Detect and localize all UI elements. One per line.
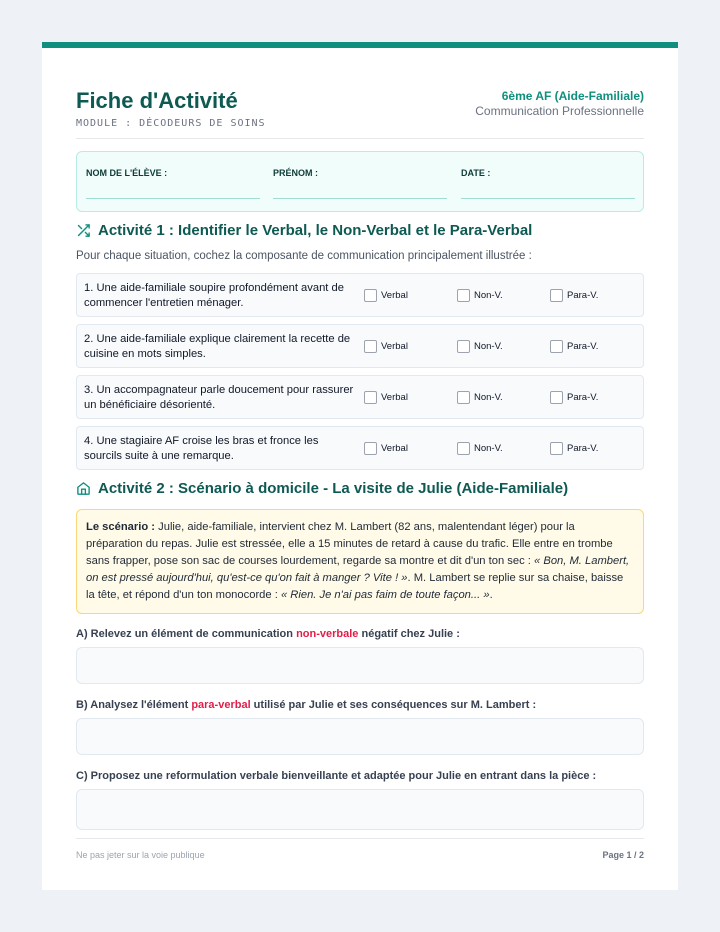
name-label: NOM DE L'ÉLÈVE :: [86, 168, 168, 178]
question-c-label: C) Proposez une reformulation verbale bienveillante et adaptée pour Julie en entrant dans la pièce :: [76, 770, 597, 782]
option-label: Para-V.: [567, 392, 599, 403]
scenario-text: .: [489, 589, 493, 601]
question-row: [76, 273, 644, 317]
question-text: 3. Un accompagnateur parle doucement pour rassurer un bénéficiaire désorienté.: [84, 384, 354, 411]
firstname-field[interactable]: [273, 168, 447, 199]
option-paraverbal[interactable]: [550, 289, 598, 302]
scenario-quote: « Rien. Je n'ai pas faim de toute façon... »: [280, 589, 490, 601]
date-line[interactable]: [461, 198, 635, 199]
option-paraverbal[interactable]: [550, 442, 598, 455]
question-row: [76, 324, 644, 368]
date-label: DATE :: [461, 168, 491, 178]
checkbox[interactable]: [457, 289, 470, 302]
footer: [76, 838, 644, 868]
option-label: Non-V.: [474, 392, 503, 403]
question-text: 4. Une stagiaire AF croise les bras et fronce les sourcils suite à une remarque.: [84, 435, 319, 462]
question-a-label: [76, 628, 460, 640]
option-label: Para-V.: [567, 443, 599, 454]
option-label: Verbal: [381, 341, 408, 352]
checkbox[interactable]: [550, 442, 563, 455]
option-label: Verbal: [381, 392, 408, 403]
scenario-quote: « Bon, M. Lambert, on est pressé aujourd'hui, qu'est-ce qu'on fait à manger ? Vite ! »: [86, 555, 630, 584]
question-text: B) Analysez l'élément: [76, 699, 192, 711]
option-label: Para-V.: [567, 290, 599, 301]
home-icon: [76, 481, 91, 496]
option-verbal[interactable]: [364, 340, 408, 353]
name-field[interactable]: [86, 168, 260, 199]
option-label: Verbal: [381, 443, 408, 454]
checkbox[interactable]: [550, 340, 563, 353]
option-nonverbal[interactable]: [457, 442, 503, 455]
question-row: [76, 375, 644, 419]
question-text: utilisé par Julie et ses conséquences sur M. Lambert :: [250, 699, 537, 711]
answer-field-b[interactable]: [76, 718, 644, 755]
option-label: Verbal: [381, 290, 408, 301]
activity1-title: [76, 222, 532, 239]
checkbox[interactable]: [364, 442, 377, 455]
header: [76, 84, 644, 139]
option-verbal[interactable]: [364, 442, 408, 455]
module-subtitle: MODULE : DÉCODEURS DE SOINS: [76, 118, 266, 129]
activity2-title-text: Activité 2 : Scénario à domicile - La visite de Julie (Aide-Familiale): [98, 480, 569, 497]
option-nonverbal[interactable]: [457, 289, 503, 302]
course-label: Communication Professionnelle: [475, 104, 644, 118]
scenario-box: [76, 509, 644, 614]
highlight-term: para-verbal: [191, 699, 251, 711]
firstname-line[interactable]: [273, 198, 447, 199]
page-title: Fiche d'Activité: [76, 88, 238, 113]
firstname-label: PRÉNOM :: [273, 168, 318, 178]
question-text: 2. Une aide-familiale explique clairement la recette de cuisine en mots simples.: [84, 333, 351, 360]
scenario-text: . M. Lambert se replie sur sa chaise, baisse la tête, et répond d'un ton monocorde :: [86, 572, 624, 601]
question-row: [76, 426, 644, 470]
checkbox[interactable]: [457, 340, 470, 353]
option-verbal[interactable]: [364, 391, 408, 404]
option-nonverbal[interactable]: [457, 391, 503, 404]
scenario-label: Le scénario :: [86, 521, 156, 533]
checkbox[interactable]: [364, 391, 377, 404]
option-label: Non-V.: [474, 341, 503, 352]
option-label: Para-V.: [567, 341, 599, 352]
activity1-instruction: Pour chaque situation, cochez la composante de communication principalement illustrée :: [76, 250, 532, 262]
footer-note: Ne pas jeter sur la voie publique: [76, 850, 205, 860]
checkbox[interactable]: [364, 340, 377, 353]
answer-field-a[interactable]: [76, 647, 644, 684]
worksheet: [42, 42, 678, 890]
activity2-title: [76, 480, 568, 497]
date-field[interactable]: [461, 168, 635, 199]
option-nonverbal[interactable]: [457, 340, 503, 353]
option-paraverbal[interactable]: [550, 340, 598, 353]
name-line[interactable]: [86, 198, 260, 199]
checkbox[interactable]: [550, 289, 563, 302]
checkbox[interactable]: [550, 391, 563, 404]
question-text: 1. Une aide-familiale soupire profondément avant de commencer l'entretien ménager.: [84, 282, 344, 309]
scenario-text: Julie, aide-familiale, intervient chez M. Lambert (82 ans, malentendant léger) pour la préparation du repas. Julie est stressée, elle a 15 minutes de retard à cause du trafic. Elle entre en trombe sans frapper, pose son sac de courses lourdement, regarde sa montre et dit d'un ton sec :: [86, 521, 613, 567]
class-label: 6ème AF (Aide-Familiale): [501, 89, 644, 103]
question-text: A) Relevez un élément de communication: [76, 628, 297, 640]
answer-field-c[interactable]: [76, 789, 644, 830]
question-b-label: [76, 699, 536, 711]
option-paraverbal[interactable]: [550, 391, 598, 404]
option-label: Non-V.: [474, 290, 503, 301]
highlight-term: non-verbale: [296, 628, 359, 640]
option-verbal[interactable]: [364, 289, 408, 302]
shuffle-icon: [76, 223, 91, 238]
option-label: Non-V.: [474, 443, 503, 454]
student-info-box: [76, 151, 644, 212]
page-number: Page 1 / 2: [602, 850, 644, 860]
checkbox[interactable]: [457, 391, 470, 404]
checkbox[interactable]: [364, 289, 377, 302]
question-text: négatif chez Julie :: [358, 628, 460, 640]
checkbox[interactable]: [457, 442, 470, 455]
activity1-title-text: Activité 1 : Identifier le Verbal, le Non-Verbal et le Para-Verbal: [98, 222, 533, 239]
